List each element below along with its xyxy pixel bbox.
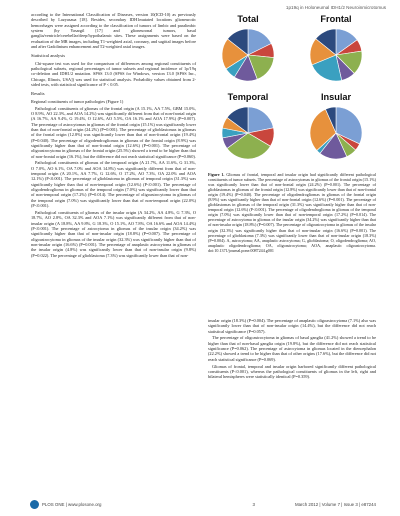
insular-results-paragraph: Pathological constituents of gliomas of the insular origin (A 34.2%, AA 4.8%, G 7.3%, O 18.7%, AO 2.8%, OA 32.3% and AOA 7.1%) was significantly different from that of non-insular origin (A 18.8%, AA 9.8%, G 18.3%, O 15.1%, AO 7.8%, OA 16.6% and AOA 14.4%) (P<0.001). The percentage of astrocytoma in gliomas of the insular origin (34.2%) was significantly higher than that of non-insular origin (18.8%) (P=0.007). The percentage of oligoastrocytoma in gliomas of the insular origin (32.3%) was significantly higher than that of non-insular origin (16.6%) (P=0.001). The percentage of anaplastic astrocytoma in gliomas of the insular origin (4.8%) was significantly lower than that of non-insular origin (9.8%) (P=0.022). The percentage of glioblastoma (7.3%) was significantly lower than that of non- bbox=[31, 209, 196, 258]
statistics-paragraph: Chi-square test was used for the comparison of differences among regional constituents of pathological subsets, regional percentages of tumor subsets and regional incidence of 1p/19q co-deletion and IDH1/2 mutation. SPSS 13.0 (SPSS for Windows, version 13.0 [SPSS Inc., Chicago, Illinois, USA]) was used for statistical analysis. Probability values obtained from 2-sided tests, with statistical significance of P < 0.05. bbox=[31, 60, 196, 88]
pie-chart-frontal bbox=[296, 26, 376, 86]
results-subheading: Regional constituents of tumor pathologies (Figure 1) bbox=[31, 98, 124, 104]
statistical-analysis-heading: Statistical analysis bbox=[31, 53, 66, 59]
figure-caption-label: Figure 1. bbox=[208, 172, 225, 177]
page-number: 3 bbox=[252, 502, 255, 507]
figure-caption-doi: doi:10.1371/journal.pone.0087244.g001 bbox=[208, 247, 274, 253]
pie-title-insular: Insular bbox=[320, 92, 352, 102]
insular-continued-paragraph: insular origin (18.3%) (P=0.004). The percentage of anaplastic oligoastrocytoma (7.1%) also was significantly lower than that of non-insular origin (14.4%), but the difference did not reach statistical significance (P=0.057). bbox=[208, 318, 376, 334]
figure-caption bbox=[208, 172, 376, 253]
figure-caption-text: Gliomas of frontal, temporal and insular origin had significantly different pathological constituents of tumor subsets. The percentage of astrocytomas in gliomas of the frontal origin (15.1%) was significantly lower than that of non-frontal origin (24.2%) (P=0.001). The percentage of glioblastomas in gliomas of the frontal origin (12.8%) was significantly lower than that of non-frontal origin (19.4%) (P=0.040). The percentage of oligodendrogliomas in gliomas of the frontal origin (8.9%) was significantly higher than that of non-frontal origin (12.6%) (P=0.001). The percentage of glioblastomas in gliomas of the temporal origin (31.3%) was significantly higher than that of non-temporal origin (12.6%) (P<0.001). The percentage of oligodendroglioma in gliomas of the temporal origin (7.0%) was significantly lower than that of non-temporal origin (17.2%) (P=0.014). The percentage of astrocytoma in gliomas of the insular origin (34.2%) was significantly higher than that of non-insular origin (18.8%) (P=0.007). The percentage of oligoastrocytoma in gliomas of the insular origin (32.3%) was significantly higher than that of non-insular origin (16.6%) (P=0.001). The percentage of glioblastoma (7.3%) was significantly lower than that of non-insular origin (18.3%) (P=0.004). A, astrocytoma; AA, anaplastic astrocytoma; G, glioblastoma; O, oligodendroglioma; AO, anaplastic oligodendroglioma; OA, oligoastrocytoma; AOA, anaplastic oligoastrocytoma. bbox=[208, 172, 377, 248]
left-text-column bbox=[31, 12, 196, 259]
pie-panel-insular bbox=[296, 92, 376, 164]
pie-panel-temporal bbox=[208, 92, 288, 164]
hemisphere-paragraph: Gliomas of frontal, temporal and insular origin harbored significantly different pathological constituents (P<0.001), whereas the pathological constituents of gliomas in the left, right and bilateral hemispheres were statistically identical (P=0.359). bbox=[208, 363, 376, 380]
journal-name: PLOS ONE | www.plosone.org bbox=[42, 502, 102, 507]
running-header: 1p19q in Holoneumal IDH1/2 Neuroinmicrotomus bbox=[285, 5, 386, 10]
figure-1-pie-charts bbox=[208, 14, 376, 166]
journal-logo bbox=[30, 500, 101, 509]
pie-title-temporal: Temporal bbox=[227, 92, 269, 102]
frontal-results-paragraph: Pathological constituents of gliomas of the frontal origin (A 15.1%, AA 7.5%, GBM 15.0%, O 8.9%, AO 22.3%, and AOA 14.2%) was significantly different from that of non-frontal origin (A 16.7%, AA 9.4%, G 19.4%, O 12.6%, AO 5.5%, OA 16.1% and AOA 17.9%) (P=0.007). The percentage of astrocytomas in gliomas of the frontal origin (15.1%) was significantly lower than that of non-frontal origin (24.2%) (P=0.001). The percentage of glioblastomas in gliomas of the frontal origin (12.8%) was significantly lower than that of non-frontal origin (19.4%) (P=0.040). The percentage of oligodendrogliomas in gliomas of the frontal origin (8.9%) was significantly higher than that of non-frontal origin (12.6%) (P=0.001). The percentage of oligoastrocytoma in gliomas of the frontal origin (25.5%) showed a trend to be higher than that of non-frontal origin (16.1%), but the difference did not reach statistical significance (P=0.060). bbox=[31, 105, 196, 159]
intro-paragraph: according to the International Classification of Diseases, version 10(ICD-10) as previously described by Lazyasaua [18]. Besides, secondary IDH1mutated locations glioneurotic hemorrhages were assigned according to the classification of tumors of limbic and paralimbic system (by Yasargil [17] and glioneuronal tumors, basal ganglia/ventricle/cerebellar/deep/hypothalamic sites. These assignments were based on the evaluation of the MR images, including T1-weighted axial, coronary, and sagittal images before and after Gadolinium enhancement and T2-weighted axial images. bbox=[31, 12, 196, 50]
issue-info: March 2012 | Volume 7 | Issue 3 | e87244 bbox=[294, 502, 376, 507]
page-footer bbox=[30, 500, 376, 509]
results-heading: Results bbox=[31, 91, 45, 97]
pie-panel-total bbox=[208, 14, 288, 86]
pie-panel-frontal bbox=[296, 14, 376, 86]
pie-chart-temporal bbox=[208, 104, 288, 164]
pie-chart-total bbox=[208, 26, 288, 86]
pie-chart-insular bbox=[296, 104, 376, 164]
pie-title-total: Total bbox=[237, 14, 259, 24]
pie-title-frontal: Frontal bbox=[320, 14, 352, 24]
basal-ganglia-paragraph: The percentage of oligoastrocytoma in gliomas of basal ganglia (41.2%) showed a trend to be higher than that of non-basal ganglia origin (19.8%), but the difference did not reach statistical significance (P=0.062). The percentage of astrocytoma in gliomas located in the diencephalon (22.2%) showed a trend to be higher than that of other origins (17.6%), but the difference did not reach statistical significance (P=0.069). bbox=[208, 335, 376, 362]
temporal-results-paragraph: Pathological constituents of gliomas of the temporal origin (A 21.7%, AA 11.6%, G 31.3%, O 7.0%, AO 6.1%, OA 7.0% and AOA 14.8%) was significantly different from that of non-temporal origin (A 20.1%, AA 7.7%, G 12.6%, O 17.2%, AO 7.3%, OA 22.0% and AOA 12.1%) (P<0.001). The percentage of glioblastoma in gliomas of temporal origin (31.3%) was significantly higher than that of non-temporal origin (12.6%) (P<0.001). The percentage of oligodendroglioma in gliomas of the temporal origin (7.0%) was significantly lower than that of non-temporal origin (17.2%) (P=0.014). The percentage of oligoastrocytoma in gliomas of the temporal origin (7.0%) was significantly lower than that of non-temporal origin (22.0%) (P<0.001). bbox=[31, 160, 196, 209]
right-text-column bbox=[208, 318, 376, 381]
plos-logo-icon bbox=[30, 500, 39, 509]
